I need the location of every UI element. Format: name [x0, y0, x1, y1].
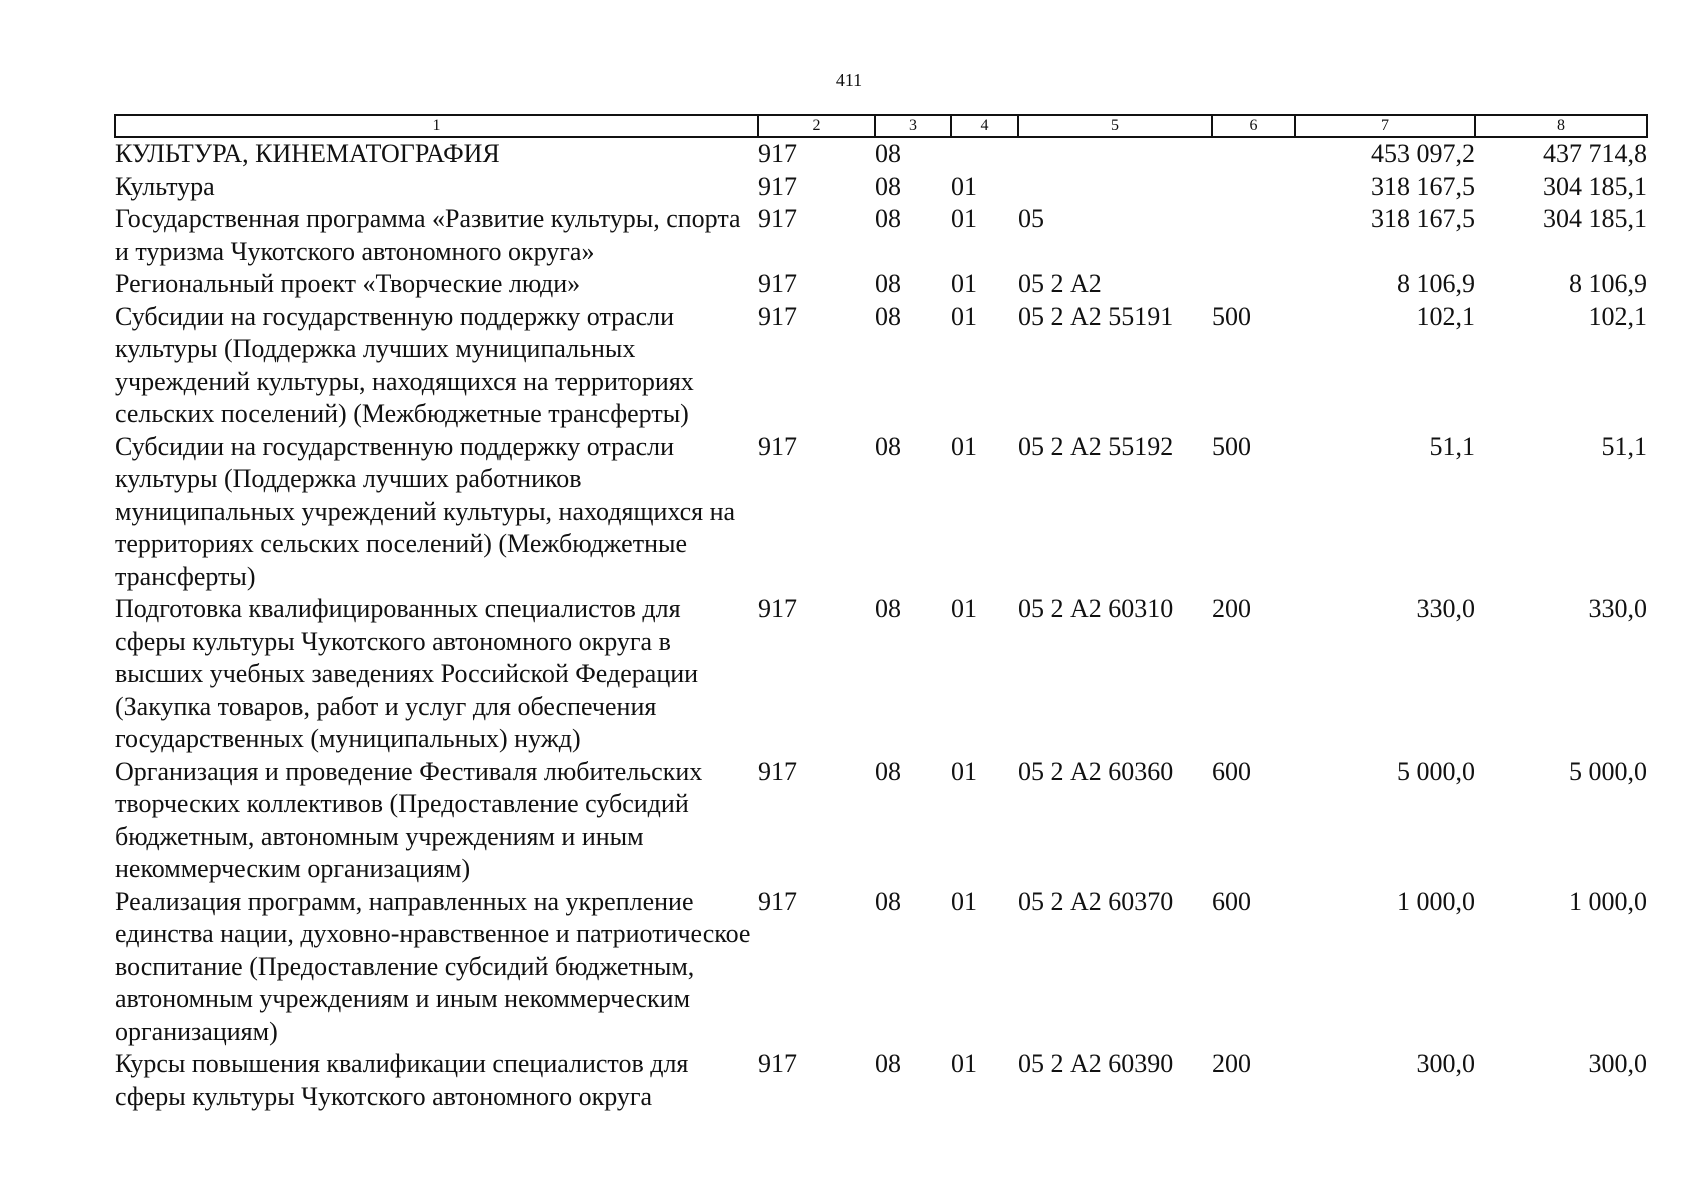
row-name: Государственная программа «Развитие культуры, спорта и туризма Чукотского автономного округа» [115, 204, 741, 266]
row-section-code: 08 [875, 431, 901, 461]
row-amount-col7: 102,1 [1416, 301, 1475, 331]
table-row [115, 593, 1647, 756]
row-amount-col7: 8 106,9 [1397, 269, 1475, 298]
row-ministry-code: 917 [758, 204, 797, 233]
row-amount-col7: 300,0 [1416, 1049, 1475, 1078]
row-expense-type: 600 [1212, 756, 1251, 786]
row-amount-col7: 318 167,5 [1371, 204, 1475, 233]
table-row [115, 1048, 1647, 1113]
row-expense-type: 200 [1212, 1049, 1251, 1078]
row-section-code: 08 [875, 301, 901, 331]
row-subsection-code: 01 [951, 1049, 977, 1078]
row-name: Региональный проект «Творческие люди» [115, 269, 581, 298]
row-section-code: 08 [875, 756, 901, 786]
row-subsection-code: 01 [951, 594, 977, 623]
header-col-5: 5 [1018, 115, 1212, 137]
row-section-code: 08 [875, 1049, 901, 1078]
row-section-code: 08 [875, 204, 901, 233]
row-ministry-code: 917 [758, 431, 797, 461]
row-amount-col8: 437 714,8 [1543, 139, 1647, 168]
row-subsection-code [951, 137, 1018, 171]
row-expense-type: 200 [1212, 594, 1251, 623]
row-ministry-code: 917 [758, 171, 797, 201]
table-body [115, 137, 1647, 1113]
row-ministry-code: 917 [758, 139, 797, 168]
row-ministry-code: 917 [758, 1049, 797, 1078]
row-ministry-code: 917 [758, 756, 797, 786]
row-target-article: 05 2 А2 [1018, 269, 1102, 298]
row-expense-type [1212, 203, 1295, 268]
row-amount-col7: 318 167,5 [1371, 171, 1475, 201]
row-amount-col8: 51,1 [1601, 431, 1647, 461]
row-name: Культура [115, 171, 215, 201]
row-expense-type: 600 [1212, 886, 1251, 916]
row-target-article: 05 2 А2 60310 [1018, 594, 1174, 623]
row-amount-col8: 304 185,1 [1543, 204, 1647, 233]
row-ministry-code: 917 [758, 301, 797, 331]
header-row [115, 115, 1647, 137]
table-row [115, 756, 1647, 886]
row-subsection-code: 01 [951, 431, 977, 461]
table-row [115, 203, 1647, 268]
table-row [115, 137, 1647, 171]
row-ministry-code: 917 [758, 594, 797, 623]
row-expense-type [1212, 268, 1295, 301]
row-target-article: 05 2 А2 60390 [1018, 1049, 1174, 1078]
row-amount-col8: 1 000,0 [1569, 886, 1647, 916]
row-target-article: 05 2 А2 60370 [1018, 886, 1174, 916]
page-number: 411 [835, 70, 863, 90]
table-row [115, 886, 1647, 1049]
row-target-article: 05 [1018, 204, 1044, 233]
header-col-2: 2 [758, 115, 875, 137]
row-expense-type [1212, 171, 1295, 204]
row-target-article [1018, 137, 1212, 171]
row-ministry-code: 917 [758, 886, 797, 916]
row-section-code: 08 [875, 886, 901, 916]
row-subsection-code: 01 [951, 269, 977, 298]
table-row [115, 431, 1647, 594]
row-amount-col8: 8 106,9 [1569, 269, 1647, 298]
row-name: Курсы повышения квалификации специалистов для сферы культуры Чукотского автономного округа [115, 1049, 689, 1111]
row-section-code: 08 [875, 594, 901, 623]
row-target-article [1018, 171, 1212, 204]
row-expense-type: 500 [1212, 431, 1251, 461]
header-col-4: 4 [951, 115, 1018, 137]
row-subsection-code: 01 [951, 301, 977, 331]
header-col-1: 1 [115, 115, 758, 137]
table-row [115, 171, 1647, 204]
row-expense-type: 500 [1212, 301, 1251, 331]
row-amount-col8: 5 000,0 [1569, 756, 1647, 786]
header-col-3: 3 [875, 115, 951, 137]
budget-table [114, 114, 1648, 1113]
row-section-code: 08 [875, 139, 901, 168]
row-amount-col8: 300,0 [1588, 1049, 1647, 1078]
row-amount-col7: 330,0 [1416, 594, 1475, 623]
row-target-article: 05 2 А2 55192 [1018, 431, 1174, 461]
row-name: Субсидии на государственную поддержку отрасли культуры (Поддержка лучших работников муниципальных учреждений культуры, находящихся на территориях сельских поселений) (Межбюджетные трансферты) [115, 431, 736, 591]
row-name: Подготовка квалифицированных специалистов для сферы культуры Чукотского автономного округа в высших учебных заведениях Российской Федерации (Закупка товаров, работ и услуг для обеспечения государственных (муниципальных) нужд) [115, 594, 699, 753]
row-amount-col8: 330,0 [1588, 594, 1647, 623]
header-col-6: 6 [1212, 115, 1295, 137]
table-header [115, 115, 1647, 137]
table-row [115, 301, 1647, 431]
row-amount-col7: 1 000,0 [1397, 886, 1475, 916]
row-section-code: 08 [875, 269, 901, 298]
row-name: Субсидии на государственную поддержку отрасли культуры (Поддержка лучших муниципальных учреждений культуры, находящихся на территориях сельских поселений) (Межбюджетные трансферты) [115, 301, 694, 428]
row-subsection-code: 01 [951, 756, 977, 786]
row-amount-col7: 5 000,0 [1397, 756, 1475, 786]
row-name: КУЛЬТУРА, КИНЕМАТОГРАФИЯ [115, 139, 500, 168]
table-row [115, 268, 1647, 301]
row-ministry-code: 917 [758, 269, 797, 298]
row-expense-type [1212, 137, 1295, 171]
row-amount-col8: 304 185,1 [1543, 171, 1647, 201]
row-name: Реализация программ, направленных на укрепление единства нации, духовно-нравственное и патриотическое воспитание (Предоставление субсидий бюджетным, автономным учреждениям и иным некоммерческим организациям) [115, 886, 751, 1046]
row-amount-col7: 453 097,2 [1371, 139, 1475, 168]
row-subsection-code: 01 [951, 204, 977, 233]
row-target-article: 05 2 А2 55191 [1018, 301, 1174, 331]
row-subsection-code: 01 [951, 886, 977, 916]
header-col-8: 8 [1475, 115, 1647, 137]
row-subsection-code: 01 [951, 171, 977, 201]
row-amount-col8: 102,1 [1588, 301, 1647, 331]
header-col-7: 7 [1295, 115, 1475, 137]
row-section-code: 08 [875, 171, 901, 201]
row-target-article: 05 2 А2 60360 [1018, 756, 1174, 786]
row-name: Организация и проведение Фестиваля любительских творческих коллективов (Предоставление субсидий бюджетным, автономным учреждениям и иным некоммерческим организациям) [115, 756, 703, 883]
row-amount-col7: 51,1 [1429, 431, 1475, 461]
